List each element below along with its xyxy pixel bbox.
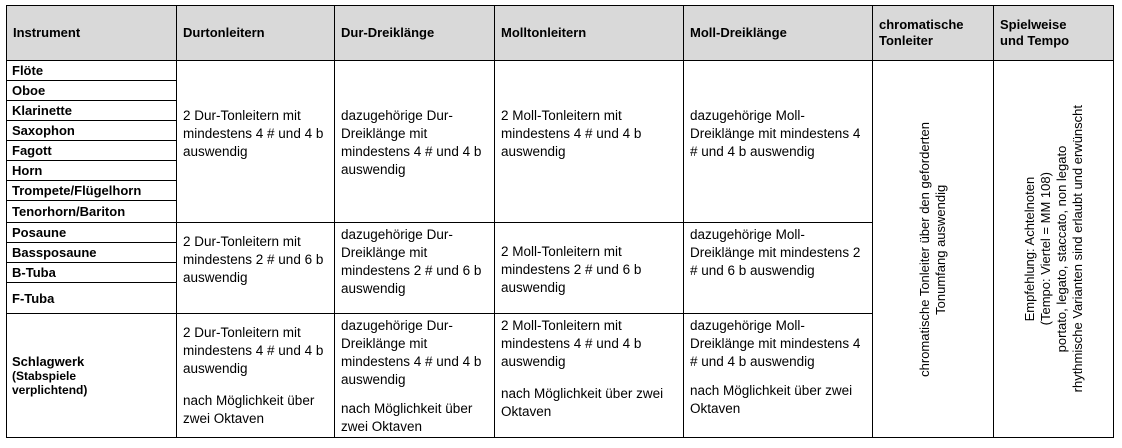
spielweise-line3: portato, legato, staccato, non legato bbox=[1053, 145, 1069, 353]
header-spielweise-tempo bbox=[993, 5, 1114, 61]
instrument-fagott: Fagott bbox=[6, 140, 177, 161]
instrument-oboe: Oboe bbox=[6, 80, 177, 101]
schlagwerk-note-line2: verplichtend) bbox=[12, 383, 88, 397]
group3-dur-extra: nach Möglichkeit über zwei Oktaven bbox=[183, 393, 315, 426]
requirements-table bbox=[6, 5, 1114, 438]
chromatic-line1: chromatische Tonleiter über den geforderten bbox=[917, 121, 932, 377]
group2-dur-dreiklaenge: dazugehörige Dur-Dreiklänge mit mindestens 2 # und 6 b auswendig bbox=[334, 222, 495, 314]
instrument-bassposaune: Bassposaune bbox=[6, 242, 177, 263]
header-dur-dreiklaenge: Dur-Dreiklänge bbox=[334, 5, 495, 61]
instrument-b-tuba: B-Tuba bbox=[6, 262, 177, 283]
header-instrument: Instrument bbox=[6, 5, 177, 61]
group2-durtonleitern: 2 Dur-Tonleitern mit mindestens 2 # und 6 b auswendig bbox=[176, 222, 335, 314]
instrument-floete: Flöte bbox=[6, 60, 177, 81]
header-spielweise-line2: und Tempo bbox=[1000, 33, 1070, 48]
schlagwerk-label: Schlagwerk bbox=[12, 354, 85, 369]
header-chromatisch-line1: chromatische bbox=[879, 17, 964, 32]
header-durtonleitern: Durtonleitern bbox=[176, 5, 335, 61]
spielweise-line1: Empfehlung: Achtelnoten bbox=[1021, 176, 1037, 322]
spielweise-line4: rhythmische Varianten sind erlaubt und erwünscht bbox=[1069, 105, 1085, 393]
schlagwerk-note-line1: (Stabspiele bbox=[12, 369, 77, 383]
spielweise-line2: (Tempo: Viertel = MM 108) bbox=[1037, 172, 1053, 326]
group1-durtonleitern: 2 Dur-Tonleitern mit mindestens 4 # und 4 b auswendig bbox=[176, 60, 335, 223]
header-molltonleitern: Molltonleitern bbox=[494, 5, 684, 61]
group3-dur-dreiklang-extra: nach Möglichkeit über zwei Oktaven bbox=[341, 401, 473, 434]
header-moll-dreiklaenge: Moll-Dreiklänge bbox=[683, 5, 873, 61]
chromatic-line2: Tonumfang auswendig bbox=[933, 183, 948, 315]
spielweise-cell bbox=[993, 60, 1114, 438]
instrument-tenorhorn: Tenorhorn/Bariton bbox=[6, 200, 177, 223]
group1-molltonleitern: 2 Moll-Tonleitern mit mindestens 4 # und 4 b auswendig bbox=[494, 60, 684, 223]
header-spielweise-line1: Spielweise bbox=[1000, 17, 1067, 32]
group3-moll-text: 2 Moll-Tonleitern mit mindestens 4 # und 4 b auswendig bbox=[501, 318, 642, 369]
header-chromatische-tonleiter bbox=[872, 5, 994, 61]
instrument-trompete: Trompete/Flügelhorn bbox=[6, 180, 177, 201]
instrument-f-tuba: F-Tuba bbox=[6, 282, 177, 314]
group1-moll-dreiklaenge: dazugehörige Moll-Dreiklänge mit mindestens 4 # und 4 b auswendig bbox=[683, 60, 873, 223]
group2-moll-dreiklaenge: dazugehörige Moll-Dreiklänge mit mindestens 2 # und 6 b auswendig bbox=[683, 222, 873, 314]
group3-durtonleitern bbox=[176, 313, 335, 438]
chromatic-scale-cell bbox=[872, 60, 994, 438]
group3-moll-dreiklaenge bbox=[683, 313, 873, 438]
group3-moll-extra: nach Möglichkeit über zwei Oktaven bbox=[501, 386, 664, 419]
chromatic-scale-text bbox=[917, 122, 949, 377]
group3-dur-dreiklang-text: dazugehörige Dur-Dreiklänge mit mindestens 4 # und 4 b auswendig bbox=[341, 318, 482, 387]
instrument-horn: Horn bbox=[6, 160, 177, 181]
spielweise-text bbox=[1022, 105, 1086, 392]
group1-dur-dreiklaenge: dazugehörige Dur-Dreiklänge mit mindestens 4 # und 4 b auswendig bbox=[334, 60, 495, 223]
group3-moll-dreiklang-text: dazugehörige Moll-Dreiklänge mit mindestens 4 # und 4 b auswendig bbox=[690, 318, 861, 369]
group3-molltonleitern bbox=[494, 313, 684, 438]
instrument-schlagwerk bbox=[6, 313, 177, 438]
instrument-posaune: Posaune bbox=[6, 222, 177, 243]
group3-dur-dreiklaenge bbox=[334, 313, 495, 438]
instrument-klarinette: Klarinette bbox=[6, 100, 177, 121]
header-chromatisch-line2: Tonleiter bbox=[879, 33, 933, 48]
group3-moll-dreiklang-extra: nach Möglichkeit über zwei Oktaven bbox=[690, 383, 853, 416]
group3-dur-text: 2 Dur-Tonleitern mit mindestens 4 # und 4 b auswendig bbox=[183, 325, 324, 376]
instrument-saxophon: Saxophon bbox=[6, 120, 177, 141]
group2-molltonleitern: 2 Moll-Tonleitern mit mindestens 2 # und 6 b auswendig bbox=[494, 222, 684, 314]
